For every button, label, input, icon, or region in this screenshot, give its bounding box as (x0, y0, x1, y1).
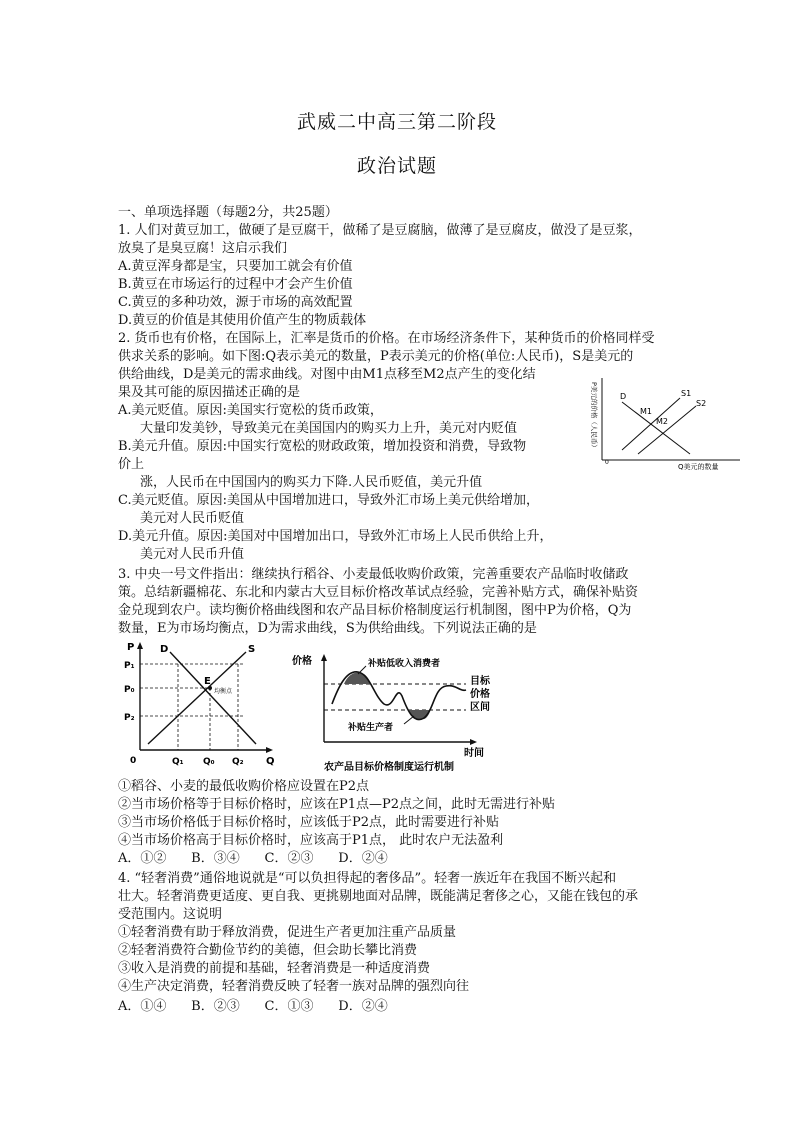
q2-option-c-line1: C.美元贬值。原因:美国从中国增加进口，导致外汇市场上美元供给增加， (118, 493, 539, 508)
q2-x-axis-label: Q美元的数量 (678, 463, 719, 471)
q3-time-axis-label: 时间 (464, 748, 484, 759)
q3-statement-2: ②当市场价格等于目标价格时，应该在P1点—P2点之间，此时无需进行补贴 (118, 797, 556, 812)
q3-q0-label: Q₀ (203, 757, 215, 767)
q2-demand-curve (622, 402, 690, 454)
q3-demand-curve (170, 652, 256, 744)
q4-statement-4: ④生产决定消费，轻奢消费反映了轻奢一族对品牌的强烈向往 (118, 979, 470, 994)
q3-q2-label: Q₂ (232, 757, 244, 767)
q4-statement-2: ②轻奢消费符合勤俭节约的美德，但会助长攀比消费 (118, 943, 418, 958)
q4-statement-1: ①轻奢消费有助于释放消费，促进生产者更加注重产品质量 (118, 925, 457, 940)
q3-p0-label: P₀ (124, 685, 135, 695)
q2-y-axis-label: P美元的价格（人民币） (590, 382, 598, 451)
q3-equilibrium-diagram (118, 640, 278, 775)
q2-origin-label: 0 (605, 459, 609, 466)
q2-s1-label: S1 (681, 389, 692, 398)
q1-stem-line2: 放臭了是臭豆腐！这启示我们 (118, 241, 288, 256)
q2-m1-label: M1 (640, 407, 652, 416)
q3-statement-3: ③当市场价格低于目标价格时，应该低于P2点，此时需要进行补贴 (118, 815, 500, 830)
q3-q1-label: Q₁ (172, 757, 184, 767)
q3-statement-4: ④当市场价格高于目标价格时，应该高于P1点， 此时农户无法盈利 (118, 833, 504, 848)
q2-stem-line1: 2. 货币也有价格，在国际上，汇率是货币的价格。在市场经济条件下，某种货币的价格同样受 (118, 331, 655, 346)
q3-chart-caption: 农产品目标价格制度运行机制 (324, 762, 454, 773)
q2-option-b-line2: 价上 (118, 457, 145, 472)
q2-stem-line2: 供求关系的影响。如下图:Q表示美元的数量，P表示美元的价格(单位:人民币)，S是美元的 (118, 349, 634, 364)
q3-p-axis-label: P (127, 642, 135, 653)
q4-answer-choices: A．①④ B．②③ C．①③ D．②④ (118, 999, 388, 1014)
q3-demand-label: D (160, 644, 169, 655)
q3-y-arrow (137, 642, 143, 649)
q2-option-d-line1: D.美元升值。原因:美国对中国增加出口，导致外汇市场上人民币供给上升， (118, 529, 553, 544)
q3-p2-label: P₂ (124, 713, 135, 723)
q3-target-label-1: 目标 (470, 676, 490, 687)
q4-stem-line1: 4. “轻奢消费”通俗地说就是“可以负担得起的奢侈品”。轻奢一族近年在我国不断兴起和 (118, 871, 617, 886)
q2-m2-label: M2 (656, 417, 668, 426)
q1-option-a: A.黄豆浑身都是宝，只要加工就会有价值 (118, 259, 353, 274)
q3-stem-line3: 金兑现到农户。读均衡价格曲线图和农产品目标价格制度运行机制图，图中P为价格，Q为 (118, 603, 632, 618)
q2-option-a-line2: 大量印发美钞，导致美元在美国国内的购买力上升，美元对内贬值 (140, 421, 518, 436)
q3-p1-label: P₁ (124, 661, 135, 671)
q4-stem-line3: 受范围内。这说明 (118, 907, 223, 922)
q4-stem-line2: 壮大。轻奢消费更适度、更自我、更挑剔地面对品牌，既能满足奢侈之心，又能在钱包的承 (118, 889, 639, 904)
q3-time-axis-arrow (470, 739, 477, 745)
q3-target-label-3: 区间 (470, 702, 490, 713)
q2-option-d-line2: 美元对人民币升值 (140, 547, 245, 562)
page-subtitle: 政治试题 (356, 155, 437, 177)
q3-producer-pointer (404, 716, 414, 724)
q1-option-c: C.黄豆的多种功效，源于市场的高效配置 (118, 295, 353, 310)
q3-q-axis-label: Q (266, 756, 275, 767)
q4-statement-3: ③收入是消费的前提和基础，轻奢消费是一种适度消费 (118, 961, 431, 976)
q3-consumer-subsidy-label: 补贴低收入消费者 (368, 659, 441, 669)
q1-option-b: B.黄豆在市场运行的过程中才会产生价值 (118, 277, 353, 292)
q3-supply-curve (148, 652, 246, 744)
q2-option-b-line3: 涨，人民币在中国国内的购买力下降.人民币贬值，美元升值 (140, 475, 483, 490)
q3-answer-choices: A．①② B．③④ C．②③ D．②④ (118, 851, 388, 866)
q2-stem-line3: 供给曲线，D是美元的需求曲线。对图中由M1点移至M2点产生的变化结 (118, 367, 536, 382)
q2-supply-curve-s1 (622, 398, 680, 450)
q2-currency-diagram (578, 370, 748, 475)
q2-option-b-line1: B.美元升值。原因:中国实行宽松的财政政策，增加投资和消费，导致物 (118, 439, 527, 454)
q3-price-axis-label: 价格 (292, 656, 312, 667)
q2-demand-label: D (620, 392, 627, 401)
q2-option-a-line1: A.美元贬值。原因:美国实行宽松的货币政策， (118, 403, 383, 418)
q3-origin-label: 0 (130, 756, 137, 766)
q2-s2-label: S2 (696, 399, 707, 408)
q1-stem-line1: 1. 人们对黄豆加工，做硬了是豆腐干，做稀了是豆腐脑，做薄了是豆腐皮，做没了是豆浆， (118, 223, 642, 238)
q3-equilibrium-label: 均衡点 (214, 688, 233, 695)
q3-e-label: E (204, 676, 211, 687)
q3-stem-line1: 3. 中央一号文件指出：继续执行稻谷、小麦最低收购价政策，完善重要农产品临时收储政 (118, 567, 629, 582)
q1-option-d: D.黄豆的价值是其使用价值产生的物质载体 (118, 313, 367, 328)
q3-statement-1: ①稻谷、小麦的最低收购价格应设置在P2点 (118, 779, 370, 794)
q3-producer-subsidy-label: 补贴生产者 (348, 723, 394, 733)
q3-supply-label: S (248, 644, 256, 655)
q2-option-c-line2: 美元对人民币贬值 (140, 511, 245, 526)
q3-x-arrow (266, 747, 273, 753)
q3-target-price-diagram (290, 644, 510, 774)
q3-stem-line4: 数量，E为市场均衡点，D为需求曲线，S为供给曲线。下列说法正确的是 (118, 621, 537, 636)
q3-target-label-2: 价格 (470, 689, 490, 700)
section-heading: 一、单项选择题（每题2分，共25题） (118, 205, 338, 220)
q3-stem-line2: 策。总结新疆棉花、东北和内蒙古大豆目标价格改革试点经验，完善补贴方式，确保补贴资 (118, 585, 639, 600)
q2-stem-line4: 果及其可能的原因描述正确的是 (118, 385, 301, 400)
page-title: 武威二中高三第二阶段 (296, 111, 497, 133)
q3-price-axis-arrow (321, 654, 327, 661)
